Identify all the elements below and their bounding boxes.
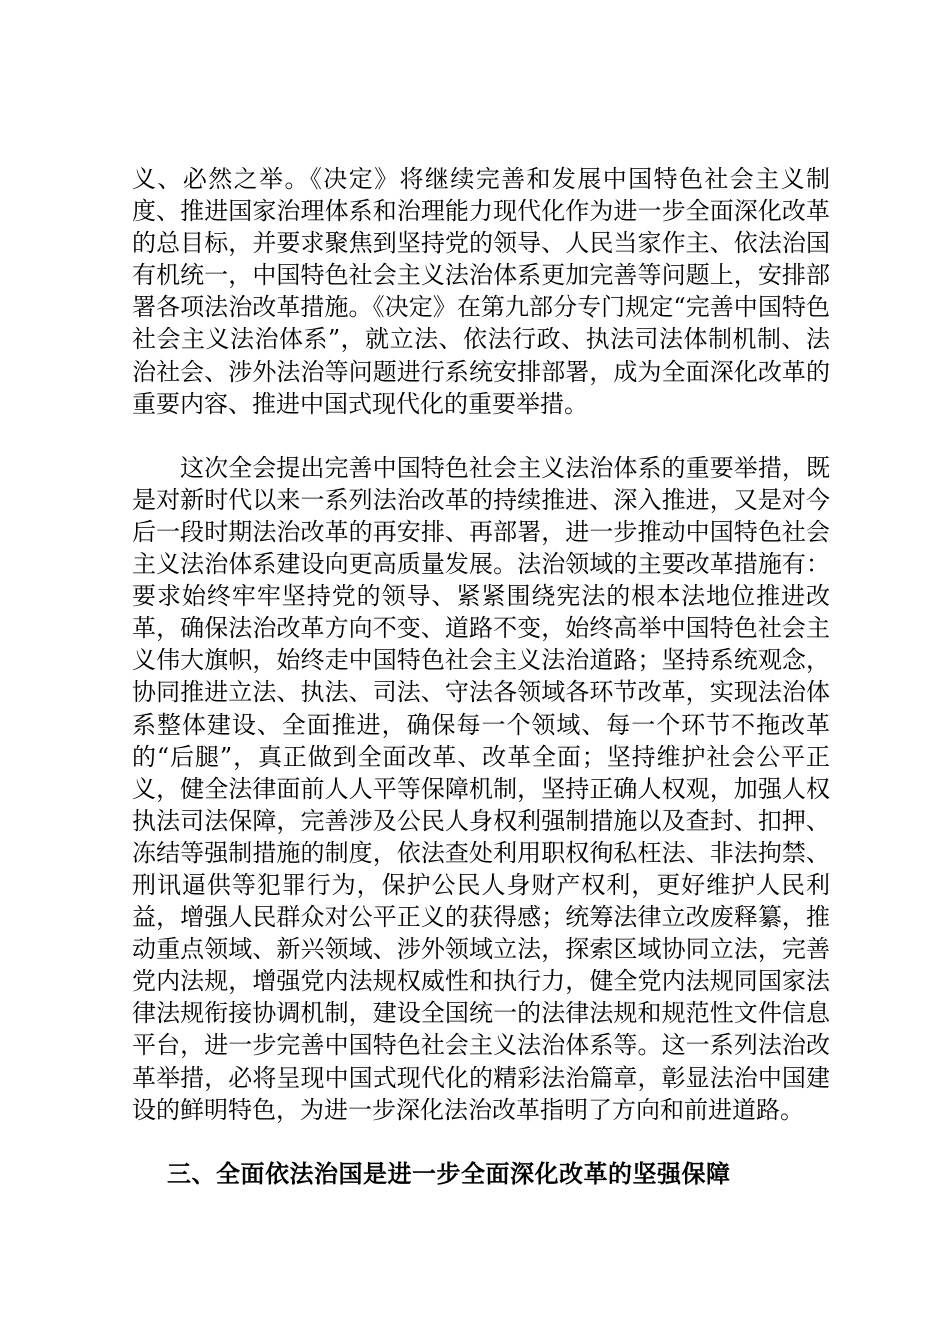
- section-heading: 三、全面依法治国是进一步全面深化改革的坚强保障: [167, 1159, 731, 1188]
- paragraph-gap: [132, 420, 830, 452]
- paragraph-gap: [132, 1126, 830, 1158]
- document-page: [132, 163, 830, 1190]
- paragraph-reform-measures: 这次全会提出完善中国特色社会主义法治体系的重要举措，既是对新时代以来一系列法治改革的持续推进、深入推进，又是对今后一段时期法治改革的再安排、再部署，进一步推动中国特色社会主义法治体系建设向更高质量发展。法治领域的主要改革措施有：要求始终牢牢坚持党的领导、紧紧围绕宪法的根本法地位推进改革，确保法治改革方向不变、道路不变，始终高举中国特色社会主义伟大旗帜，始终走中国特色社会主义法治道路；坚持系统观念，协同推进立法、执法、司法、守法各领域各环节改革，实现法治体系整体建设、全面推进，确保每一个领域、每一个环节不拖改革的“后腿”，真正做到全面改革、改革全面；坚持维护社会公平正义，健全法律面前人人平等保障机制，坚持正确人权观，加强人权执法司法保障，完善涉及公民人身权利强制措施以及查封、扣押、冻结等强制措施的制度，依法查处利用职权徇私枉法、非法拘禁、刑讯逼供等犯罪行为，保护公民人身财产权利，更好维护人民利益，增强人民群众对公平正义的获得感；统筹法律立改废释纂，推动重点领域、新兴领域、涉外领域立法，探索区域协同立法，完善党内法规，增强党内法规权威性和执行力，健全党内法规同国家法律法规衔接协调机制，建设全国统一的法律法规和规范性文件信息平台，进一步完善中国特色社会主义法治体系等。这一系列法治改革举措，必将呈现中国式现代化的精彩法治篇章，彰显法治中国建设的鲜明特色，为进一步深化法治改革指明了方向和前进道路。: [132, 453, 830, 1124]
- paragraph-continuation: 义、必然之举。《决定》将继续完善和发展中国特色社会主义制度、推进国家治理体系和治理能力现代化作为进一步全面深化改革的总目标，并要求聚焦到坚持党的领导、人民当家作主、依法治国有机统一，中国特色社会主义法治体系更加完善等问题上，安排部署各项法治改革措施。《决定》在第九部分专门规定“完善中国特色社会主义法治体系”，就立法、依法行政、执法司法体制机制、法治社会、涉外法治等问题进行系统安排部署，成为全面深化改革的重要内容、推进中国式现代化的重要举措。: [132, 165, 830, 418]
